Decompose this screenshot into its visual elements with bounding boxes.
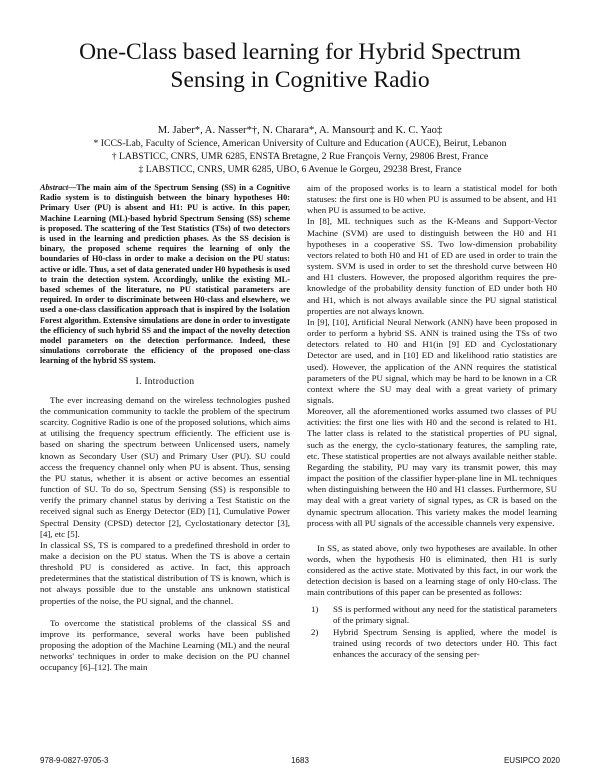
footer-isbn: 978-9-0827-9705-3 <box>40 756 109 765</box>
list-item-text: SS is performed without any need for the statistical parameters of the primary signal. <box>333 603 557 625</box>
title-line-1: One-Class based learning for Hybrid Spectrum <box>79 39 521 65</box>
paragraph: The ever increasing demand on the wireless technologies pushed the communication community to tackle the problem of the spectrum scarcity. Cognitive Radio is one of the proposed solutions, which aims at utilising the frequency spectrum efficiently. The efficient use is based on sharing the spectrum between Unlicensed users, namely known as Secondary User (SU) and Primary User (PU). SU could access the frequency channel only when PU is absent. Thus, sensing the PU status, whether it is absent or active becomes an essential function of SU. To do so, Spectrum Sensing (SS) is responsible to verify the primary channel status by deriving a Test Statistic on the received signal such as Energy Detector (ED) [1], Cumulative Power Spectral Density (CPSD) detector [2], Cyclostationary detector [3], [4], etc [5]. <box>40 394 290 539</box>
paragraph: In [9], [10], Artificial Neural Network (ANN) have been proposed in order to perform a hybrid SS. ANN is trained using the TSs of two detectors related to H0 and H1(in [9] ED and Cyclostationary Detector are used, and in [10] ED and likelihood ratio statistics are used). However, the application of the ANN requires the statistical parameters of the PU signal, which may be hard to be known in a CR context where the SU may deal with a great variety of primary signals. <box>307 316 557 405</box>
list-item-number: 2) <box>311 626 319 637</box>
list-item-text: Hybrid Spectrum Sensing is applied, where the model is trained using records of two detectors under H0. This fact enhances the accuracy of the sensing per- <box>333 626 557 660</box>
abstract-text: —The main aim of the Spectrum Sensing (SS) in a Cognitive Radio system is to distinguish between the binary hypotheses H0: Primary User (PU) is absent and H1: PU is active. In this paper, Machine Learning (ML)-based hybrid Spectrum Sensing (SS) scheme is proposed. The scattering of the Test Statistics (TSs) of two detectors is used in the learning and prediction phases. As the SS decision is binary, the proposed scheme requires the learning of only the boundaries of H0-class in order to make a decision on the PU status: active or idle. Thus, a set of data generated under H0 hypothesis is used to train the detection system. Accordingly, unlike the existing ML-based schemes of the literature, no PU statistical parameters are required. In order to discriminate between H0-class and elsewhere, we used a one-class classification approach that is inspired by the Isolation Forest algorithm. Extensive simulations are done in order to investigate the efficiency of such hybrid SS and the impact of the novelty detection model parameters on the detection performance. Indeed, these simulations corroborate the efficiency of the proposed one-class learning of the hybrid SS system. <box>40 183 290 366</box>
paragraph: In SS, as stated above, only two hypotheses are available. In other words, when the hypothesis H0 is eliminated, then H1 is surly considered as the active state. Motivated by this fact, in our work the detection decision is based on a learning stage of only H0-class. The main contributions of this paper can be presented as follows: <box>307 542 557 598</box>
paragraph: Moreover, all the aforementioned works assumed two classes of PU activities: the first one lies with H0 and the second is related to H1. The latter class is related to the statistical properties of PU signal, such as the energy, the cyclo-stationary features, the sampling rate, etc. These statistical properties are not always available neither stable. Regarding the stability, PU may vary its transmit power, this may impact the position of the classifier hyper-plane line in ML techniques when distinguishing between the H0 and H1 classes. Furthermore, SU may deal with a great variety of signal types, as CR is based on the dynamic spectrum allocation. This variety makes the model learning process with all PU signals of the accessible channels very expensive. <box>307 406 557 528</box>
abstract-label: Abstract <box>40 183 69 192</box>
paper-title <box>40 38 560 94</box>
affiliation-3: ‡ LABSTICC, CNRS, UMR 6285, UBO, 6 Avenue le Gorgeu, 29238 Brest, France <box>138 164 462 176</box>
abstract <box>40 183 290 367</box>
left-column <box>40 183 290 674</box>
paragraph: To overcome the statistical problems of the classical SS and improve its performance, several works have been published proposing the adoption of the Machine Learning (ML) and the neural networks' techniques in order to make decision on the PU channel occupancy [6]–[12]. The main <box>40 617 290 673</box>
footer-venue: EUSIPCO 2020 <box>503 756 560 765</box>
page-footer <box>40 756 560 768</box>
affiliation-1: * ICCS-Lab, Faculty of Science, American University of Culture and Education (AUCE), Beirut, Lebanon <box>93 138 507 149</box>
title-line-2: Sensing in Cognitive Radio <box>170 67 430 93</box>
paragraph: In [8], ML techniques such as the K-Means and Support-Vector Machine (SVM) are used to distinguish between the H0 and H1 hypotheses in a cooperative SS. Two low-dimension probability vectors related to both H0 and H1 of ED are used in order to train the system. SVM is used in order to set the threshold curve between H0 and H1 clusters. However, the proposed algorithm requires the pre-knowledge of the probability density function of ED under both H0 and H1, which is not always available since the PU signal statistical properties are not always known. <box>307 216 557 316</box>
contribution-list <box>307 604 557 661</box>
paragraph: In classical SS, TS is compared to a predefined threshold in order to make a decision on the PU status. When the TS is above a certain threshold PU is considered as active. In fact, this approach predetermines that the statistical distribution of TS is known, which is not always possible due to the unstable ans unknown statistical properties of the noise, the PU signal, and the channel. <box>40 539 290 606</box>
paragraph: aim of the proposed works is to learn a statistical model for both statuses: the first one is H0 when PU is assumed to be absent, and H1 when PU is assumed to be active. <box>307 183 557 216</box>
affiliation-2: † LABSTICC, CNRS, UMR 6285, ENSTA Bretagne, 2 Rue François Verny, 29806 Brest, France <box>111 151 489 163</box>
list-item <box>307 627 557 660</box>
section-heading-introduction: I. Introduction <box>135 376 195 387</box>
footer-page-number: 1683 <box>291 756 309 765</box>
list-item <box>307 604 557 626</box>
right-column <box>307 183 557 661</box>
author-list: M. Jaber*, A. Nasser*†, N. Charara*, A. Mansour‡ and K. C. Yao‡ <box>157 125 443 136</box>
affiliations <box>20 137 580 177</box>
list-item-number: 1) <box>311 603 319 614</box>
